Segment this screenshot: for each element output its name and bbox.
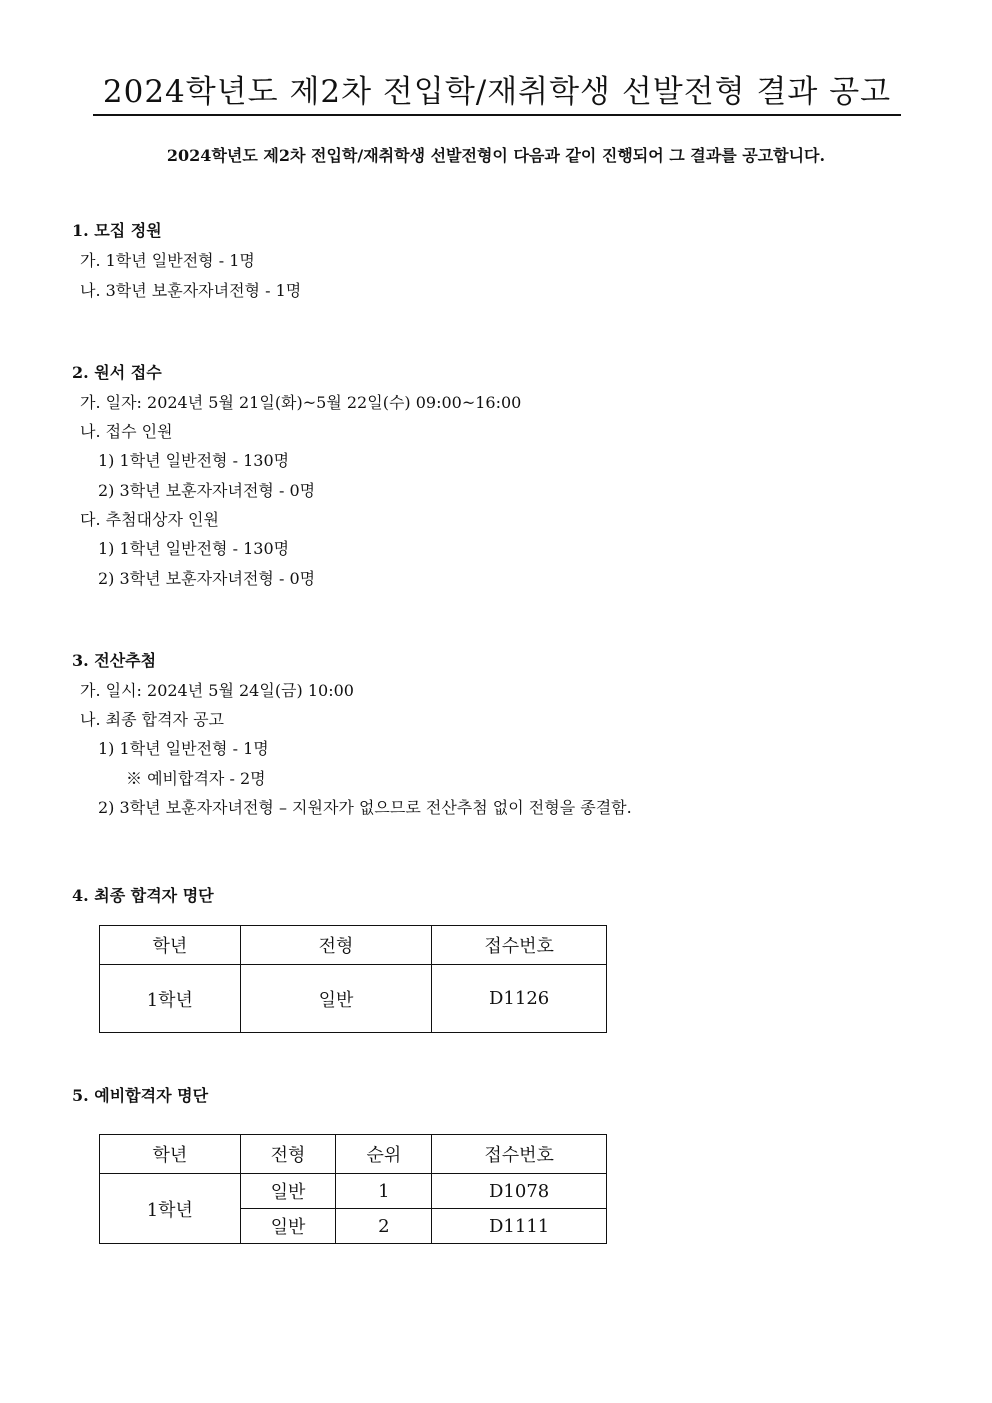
header-grade: 학년 bbox=[100, 926, 241, 965]
s2-line: 1) 1학년 일반전형 - 130명 bbox=[98, 451, 290, 470]
final-admission-table bbox=[99, 925, 607, 1033]
cell-type: 일반 bbox=[240, 1209, 336, 1244]
cell-type: 일반 bbox=[240, 965, 432, 1033]
header-type: 전형 bbox=[240, 926, 432, 965]
s2-line: 다. 추첨대상자 인원 bbox=[80, 510, 219, 529]
s2-line: 가. 일자: 2024년 5월 21일(화)~5월 22일(수) 09:00~16:00 bbox=[80, 393, 522, 412]
header-grade: 학년 bbox=[100, 1135, 241, 1174]
s2-line: 2) 3학년 보훈자자녀전형 - 0명 bbox=[98, 481, 316, 500]
section-5-heading: 5. 예비합격자 명단 bbox=[72, 1086, 209, 1105]
table-header-row bbox=[100, 1135, 607, 1174]
section-3-heading: 3. 전산추첨 bbox=[72, 651, 157, 670]
header-rank: 순위 bbox=[336, 1135, 432, 1174]
intro-text: 2024학년도 제2차 전입학/재취학생 선발전형이 다음과 같이 진행되어 그 결과를 공고합니다. bbox=[166, 146, 826, 165]
cell-receipt-no: D1111 bbox=[432, 1209, 607, 1244]
s3-line: 1) 1학년 일반전형 - 1명 bbox=[98, 739, 269, 758]
section-2-heading: 2. 원서 접수 bbox=[72, 363, 162, 382]
s2-line: 나. 접수 인원 bbox=[80, 422, 173, 441]
header-receipt-no: 접수번호 bbox=[432, 926, 607, 965]
table-row bbox=[100, 1174, 607, 1209]
s2-line: 1) 1학년 일반전형 - 130명 bbox=[98, 539, 290, 558]
header-receipt-no: 접수번호 bbox=[432, 1135, 607, 1174]
table-header-row bbox=[100, 926, 607, 965]
page-title: 2024학년도 제2차 전입학/재취학생 선발전형 결과 공고 bbox=[93, 66, 901, 116]
cell-rank: 2 bbox=[336, 1209, 432, 1244]
s3-line: 가. 일시: 2024년 5월 24일(금) 10:00 bbox=[80, 681, 354, 700]
cell-grade: 1학년 bbox=[100, 965, 241, 1033]
s1-line: 가. 1학년 일반전형 - 1명 bbox=[80, 251, 255, 270]
cell-receipt-no: D1126 bbox=[432, 965, 607, 1033]
cell-type: 일반 bbox=[240, 1174, 336, 1209]
cell-grade: 1학년 bbox=[100, 1174, 241, 1244]
cell-receipt-no: D1078 bbox=[432, 1174, 607, 1209]
s2-line: 2) 3학년 보훈자자녀전형 - 0명 bbox=[98, 569, 316, 588]
s3-line: 나. 최종 합격자 공고 bbox=[80, 710, 224, 729]
cell-rank: 1 bbox=[336, 1174, 432, 1209]
s1-line: 나. 3학년 보훈자자녀전형 - 1명 bbox=[80, 281, 302, 300]
section-1-heading: 1. 모집 정원 bbox=[72, 221, 162, 240]
waitlist-table bbox=[99, 1134, 607, 1244]
section-4-heading: 4. 최종 합격자 명단 bbox=[72, 886, 214, 905]
header-type: 전형 bbox=[240, 1135, 336, 1174]
s3-line: 2) 3학년 보훈자자녀전형 – 지원자가 없으므로 전산추첨 없이 전형을 종결함. bbox=[98, 798, 632, 817]
table-row bbox=[100, 965, 607, 1033]
s3-line: ※ 예비합격자 - 2명 bbox=[126, 769, 266, 788]
